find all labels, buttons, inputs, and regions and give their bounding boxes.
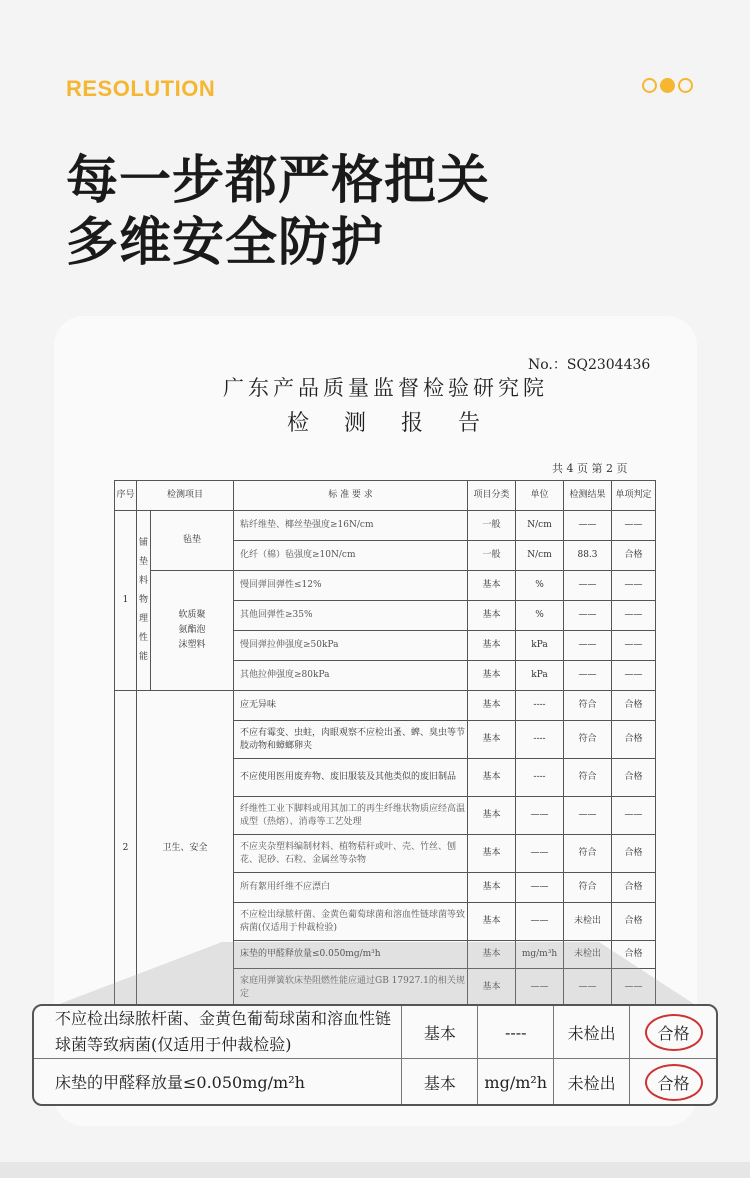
group-category: 卫生、安全 bbox=[137, 691, 234, 1007]
group-number: 1 bbox=[115, 511, 137, 691]
zoom-callout bbox=[32, 1004, 718, 1106]
cls-cell: 基本 bbox=[468, 571, 516, 601]
result-cell: —— bbox=[564, 571, 612, 601]
zoom-unit-cell: mg/m²h bbox=[478, 1059, 554, 1107]
col-header: 项目分类 bbox=[468, 481, 516, 511]
unit-cell: ---- bbox=[516, 759, 564, 797]
result-cell: —— bbox=[564, 601, 612, 631]
result-cell: 符合 bbox=[564, 835, 612, 873]
unit-cell: —— bbox=[516, 797, 564, 835]
group-number: 2 bbox=[115, 691, 137, 1007]
req-cell: 应无异味 bbox=[234, 691, 468, 721]
dot-icon bbox=[678, 78, 693, 93]
req-cell: 不应有霉变、虫蛀，肉眼观察不应检出蚤、蜱、臭虫等节肢动物和蟑螂卵夹 bbox=[234, 721, 468, 759]
bottom-strip bbox=[0, 1162, 750, 1178]
req-cell: 不应检出绿脓杆菌、金黄色葡萄球菌和溶血性链球菌等致病菌(仅适用于仲裁检验) bbox=[234, 903, 468, 941]
pass-circle: 合格 bbox=[645, 1064, 703, 1101]
verdict-cell: 合格 bbox=[612, 835, 656, 873]
unit-cell: N/cm bbox=[516, 541, 564, 571]
unit-cell: ---- bbox=[516, 691, 564, 721]
zoom-projection-shape bbox=[54, 942, 697, 1006]
unit-cell: ---- bbox=[516, 721, 564, 759]
req-cell: 不应使用医用废弃物、废旧服装及其他类似的废旧制品 bbox=[234, 759, 468, 797]
group-category-text: 铺垫料物理性能 bbox=[138, 538, 148, 662]
zoom-verdict-cell bbox=[630, 1006, 718, 1059]
result-cell: 未检出 bbox=[564, 903, 612, 941]
page-info: 共 4 页 第 2 页 bbox=[552, 462, 628, 475]
cls-cell: 一般 bbox=[468, 511, 516, 541]
col-header: 单项判定 bbox=[612, 481, 656, 511]
unit-cell: —— bbox=[516, 873, 564, 903]
zoom-table bbox=[32, 1005, 718, 1106]
zoom-cls-cell: 基本 bbox=[402, 1059, 478, 1107]
col-header: 标 准 要 求 bbox=[234, 481, 468, 511]
report-number: No.：SQ2304436 bbox=[528, 357, 651, 373]
cls-cell: 基本 bbox=[468, 631, 516, 661]
unit-cell: kPa bbox=[516, 631, 564, 661]
pass-circle: 合格 bbox=[645, 1014, 703, 1051]
verdict-cell: —— bbox=[612, 571, 656, 601]
unit-cell: kPa bbox=[516, 661, 564, 691]
dot-icon bbox=[642, 78, 657, 93]
verdict-cell: —— bbox=[612, 511, 656, 541]
zoom-req-line: 不应检出绿脓杆菌、金黄色葡萄球菌和溶血性链 bbox=[55, 1009, 392, 1028]
result-cell: 符合 bbox=[564, 759, 612, 797]
result-cell: —— bbox=[564, 797, 612, 835]
brand-label: RESOLUTION bbox=[66, 76, 216, 101]
result-cell: —— bbox=[564, 511, 612, 541]
verdict-cell: —— bbox=[612, 661, 656, 691]
cls-cell: 基本 bbox=[468, 601, 516, 631]
unit-cell: % bbox=[516, 601, 564, 631]
cls-cell: 基本 bbox=[468, 691, 516, 721]
result-cell: 符合 bbox=[564, 873, 612, 903]
unit-cell: % bbox=[516, 571, 564, 601]
result-cell: 符合 bbox=[564, 691, 612, 721]
cls-cell: 基本 bbox=[468, 903, 516, 941]
zoom-cls-cell: 基本 bbox=[402, 1006, 478, 1059]
req-cell: 所有絮用纤维不应漂白 bbox=[234, 873, 468, 903]
verdict-cell: 合格 bbox=[612, 721, 656, 759]
result-cell: —— bbox=[564, 661, 612, 691]
headline-line-2: 多维安全防护 bbox=[66, 213, 385, 273]
unit-cell: —— bbox=[516, 835, 564, 873]
cls-cell: 基本 bbox=[468, 873, 516, 903]
pagination-dots bbox=[642, 78, 693, 93]
req-cell: 粘纤维垫、椰丝垫强度≥16N/cm bbox=[234, 511, 468, 541]
unit-cell: —— bbox=[516, 903, 564, 941]
report-organization: 广东产品质量监督检验研究院 bbox=[223, 376, 548, 400]
cls-cell: 一般 bbox=[468, 541, 516, 571]
zoom-req-line: 球菌等致病菌(仅适用于仲裁检验) bbox=[55, 1035, 292, 1054]
col-header: 检测项目 bbox=[137, 481, 234, 511]
report-title: 检 测 报 告 bbox=[287, 411, 494, 436]
cls-cell: 基本 bbox=[468, 797, 516, 835]
result-cell: 符合 bbox=[564, 721, 612, 759]
req-cell: 纤维性工业下脚料或用其加工的再生纤维状物质应经高温成型（热熔）、消毒等工艺处理 bbox=[234, 797, 468, 835]
col-header: 检测结果 bbox=[564, 481, 612, 511]
verdict-cell: 合格 bbox=[612, 873, 656, 903]
cls-cell: 基本 bbox=[468, 835, 516, 873]
verdict-cell: 合格 bbox=[612, 903, 656, 941]
verdict-cell: —— bbox=[612, 601, 656, 631]
result-cell: 88.3 bbox=[564, 541, 612, 571]
req-cell: 化纤（棉）毡强度≥10N/cm bbox=[234, 541, 468, 571]
req-cell: 不应夹杂塑料编制材料、植物秸秆或叶、壳、竹丝、刨花、泥砂、石粒、金属丝等杂物 bbox=[234, 835, 468, 873]
headline-line-1: 每一步都严格把关 bbox=[66, 151, 491, 211]
sub-category-text: 软质聚氨酯泡沫塑料 bbox=[178, 610, 206, 650]
verdict-cell: 合格 bbox=[612, 759, 656, 797]
result-cell: —— bbox=[564, 631, 612, 661]
zoom-req-cell bbox=[33, 1006, 402, 1059]
cls-cell: 基本 bbox=[468, 661, 516, 691]
col-header: 单位 bbox=[516, 481, 564, 511]
cls-cell: 基本 bbox=[468, 721, 516, 759]
verdict-cell: —— bbox=[612, 631, 656, 661]
req-cell: 其他回弹性≥35% bbox=[234, 601, 468, 631]
zoom-unit-cell: ---- bbox=[478, 1006, 554, 1059]
unit-cell: N/cm bbox=[516, 511, 564, 541]
verdict-cell: 合格 bbox=[612, 541, 656, 571]
zoom-row bbox=[33, 1059, 718, 1107]
sub-category: 毡垫 bbox=[151, 511, 234, 571]
verdict-cell: 合格 bbox=[612, 691, 656, 721]
zoom-req-cell bbox=[33, 1059, 402, 1107]
zoom-result-cell: 未检出 bbox=[554, 1059, 630, 1107]
zoom-verdict-cell bbox=[630, 1059, 718, 1107]
zoom-result-cell: 未检出 bbox=[554, 1006, 630, 1059]
req-cell: 慢回弹拉伸强度≥50kPa bbox=[234, 631, 468, 661]
zoom-req-line: 床垫的甲醛释放量≤0.050mg/m²h bbox=[55, 1072, 305, 1092]
zoom-row bbox=[33, 1006, 718, 1059]
req-cell: 其他拉伸强度≥80kPa bbox=[234, 661, 468, 691]
cls-cell: 基本 bbox=[468, 759, 516, 797]
verdict-cell: 合格 bbox=[612, 941, 656, 969]
dot-active-icon bbox=[660, 78, 675, 93]
verdict-cell: —— bbox=[612, 797, 656, 835]
req-cell: 慢回弹回弹性≤12% bbox=[234, 571, 468, 601]
col-header: 序号 bbox=[115, 481, 137, 511]
